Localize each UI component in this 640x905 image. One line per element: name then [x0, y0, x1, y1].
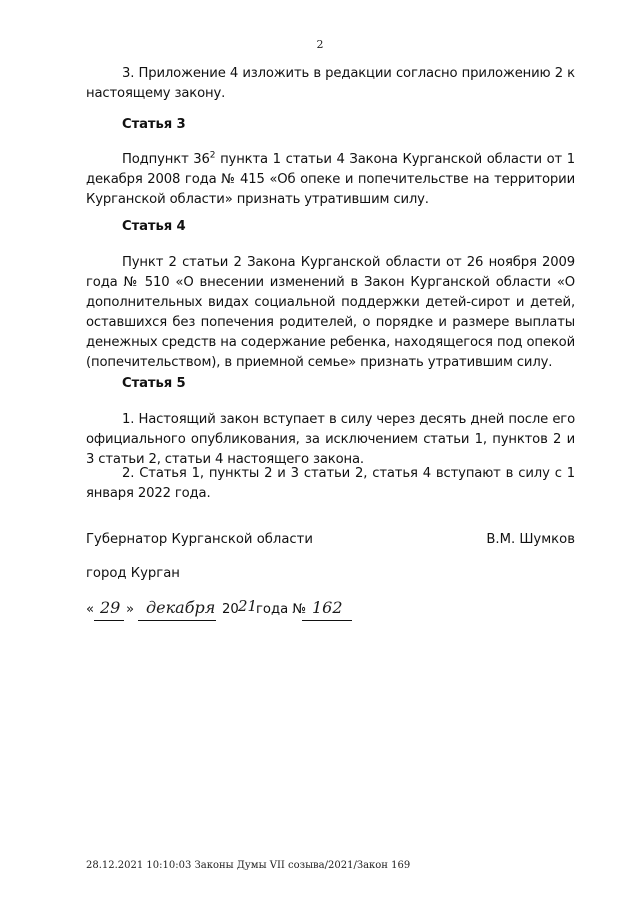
article4-heading: Статья 4 [122, 219, 186, 234]
handwritten-number: 162 [312, 598, 343, 617]
date-close-quote: » [126, 602, 135, 617]
section2-item3-paragraph: 3. Приложение 4 изложить в редакции согласно приложению 2 к настоящему закону. [86, 66, 575, 101]
year-word-and-number-sign: года № [256, 602, 307, 617]
article3-superscript: 2 [209, 150, 216, 161]
handwritten-year-suffix: 21 [238, 597, 258, 615]
footer-stamp: 28.12.2021 10:10:03 Законы Думы VII созыва/2021/Закон 169 [86, 860, 411, 871]
article5-item1: 1. Настоящий закон вступает в силу через десять дней после его официального опубликования, за исключением статьи 1, пунктов 2 и 3 статьи 2, статьи 4 настоящего закона. [86, 412, 575, 467]
signature-block [86, 532, 575, 547]
handwritten-month: декабря [146, 598, 216, 617]
article5-item2: 2. Статья 1, пункты 2 и 3 статьи 2, статья 4 вступают в силу с 1 января 2022 года. [86, 466, 575, 501]
article3-text-start: Подпункт 36 [122, 152, 210, 167]
article3-paragraph [86, 150, 575, 210]
city-line: город Курган [86, 566, 180, 581]
article3-heading: Статья 3 [122, 117, 186, 132]
number-underline [302, 620, 352, 621]
month-underline [138, 620, 216, 621]
date-open-quote: « [86, 602, 95, 617]
handwritten-day: 29 [100, 598, 121, 617]
article3-text-rest: пункта 1 статьи 4 Закона Курганской области от 1 декабря 2008 года № 415 «Об опеке и попечительстве на территории Курганской области» признать утратившим силу. [86, 152, 575, 207]
article4-paragraph: Пункт 2 статьи 2 Закона Курганской области от 26 ноября 2009 года № 510 «О внесении изменений в Закон Курганской области «О дополнительных видах социальной поддержки детей-сирот и детей, оставшихся без попечения родителей, о порядке и размере выплаты денежных средств на содержание ребенка, находящегося под опекой (попечительством), в приемной семье» признать утратившим силу. [86, 255, 575, 370]
signature-name: В.М. Шумков [486, 532, 575, 547]
year-prefix: 20 [222, 602, 239, 617]
signature-title: Губернатор Курганской области [86, 532, 313, 547]
day-underline [94, 620, 124, 621]
article5-heading: Статья 5 [122, 376, 186, 391]
page-number: 2 [316, 38, 324, 51]
date-number-line [86, 597, 416, 628]
